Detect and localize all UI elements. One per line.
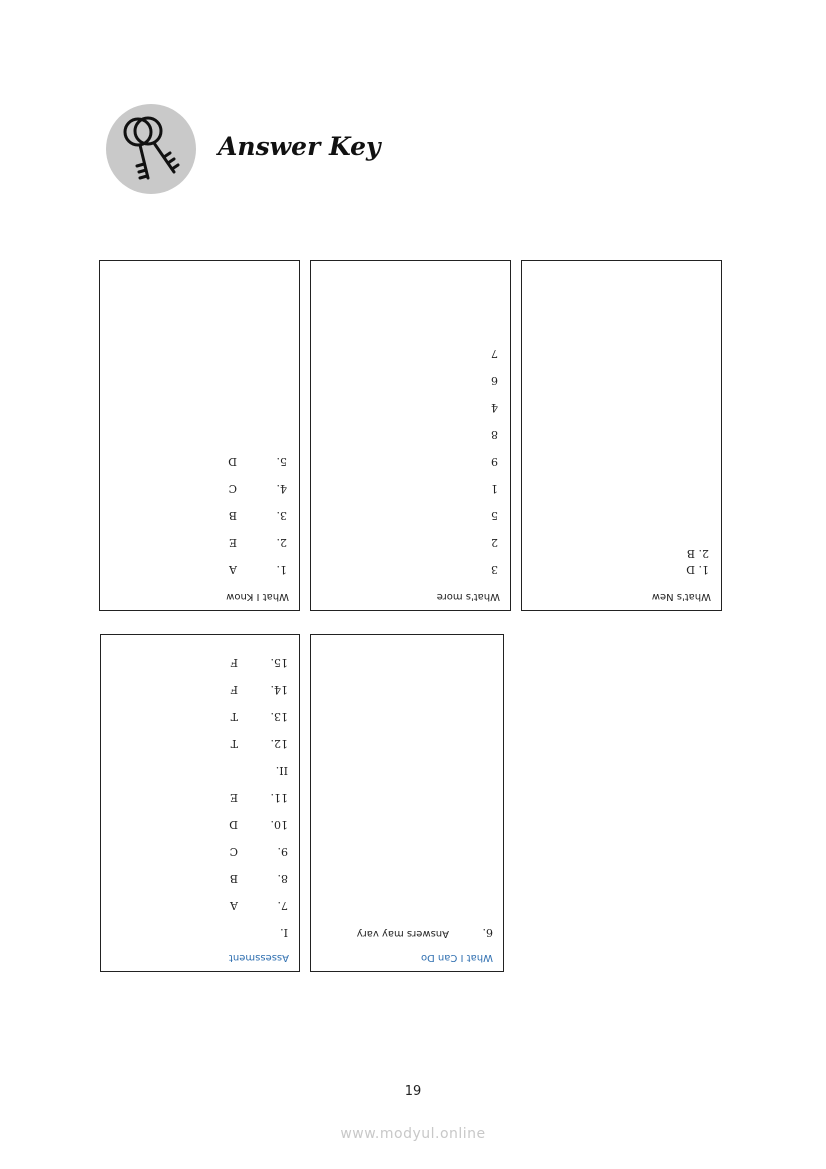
what-i-can-do-heading: What I Can Do	[420, 952, 493, 963]
page-number: 19	[404, 1084, 422, 1099]
what-i-can-do-box: What I Can Do 6. Answers may vary	[310, 634, 504, 972]
answer-row: 1. D	[686, 563, 709, 576]
what-i-know-heading: What I Know	[226, 591, 289, 602]
keys-icon	[106, 104, 196, 194]
answer-row: 6	[491, 374, 498, 387]
whats-more-heading: What's more	[436, 591, 500, 602]
whats-new-heading: What's New	[651, 591, 711, 602]
answer-row: 5	[491, 509, 498, 522]
watermark: www.modyul.online	[340, 1126, 486, 1142]
answer-row: 3	[491, 563, 498, 576]
answer-row: 8	[491, 428, 498, 441]
answer-row: 2	[491, 536, 498, 549]
whats-more-box	[310, 260, 511, 611]
answer-row: 4	[491, 401, 498, 414]
what-i-know-box: What I Know 1. A 2. E 3. B 4. C 5. D	[99, 260, 300, 611]
answer-row: 7	[491, 347, 498, 360]
answer-row: 9	[491, 455, 498, 468]
answer-row: 2. B	[686, 547, 709, 560]
page-title: Answer Key	[218, 132, 381, 161]
assessment-heading: Assessment	[229, 952, 289, 963]
answer-row: 1	[491, 482, 498, 495]
assessment-box: Assessment I. 7. A 8. B 9. C 10. D 11. E II. 12. T 13. T 14. F 15. F	[100, 634, 300, 972]
whats-new-box	[521, 260, 722, 611]
keys-logo	[106, 104, 196, 194]
